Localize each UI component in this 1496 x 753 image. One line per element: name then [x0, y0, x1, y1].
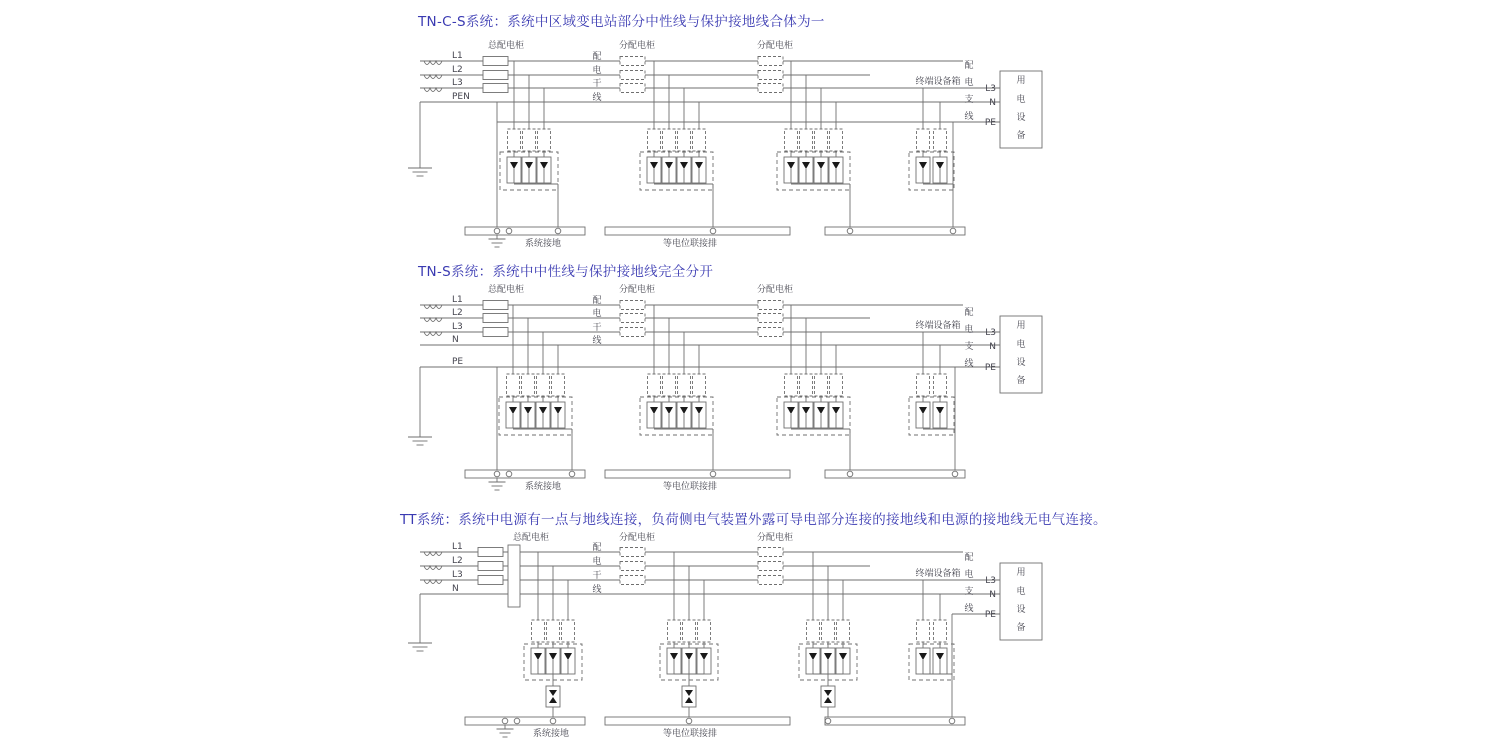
- trunk-line-label-char: 电: [592, 557, 602, 567]
- spd-icon: [546, 648, 560, 674]
- spd-icon: [521, 402, 535, 428]
- trunk-line-label-char: 电: [592, 309, 602, 319]
- equipment-box-label-char: 电: [1016, 340, 1026, 350]
- spd-icon: [821, 648, 835, 674]
- line-label-l3: L3: [452, 322, 463, 332]
- fuse-icon: [758, 57, 783, 66]
- spd-icon: [692, 402, 706, 428]
- bar-connection-point: [514, 718, 520, 724]
- bar-connection-point: [494, 228, 500, 234]
- system-ground-label: 系统接地: [525, 239, 562, 249]
- spd-icon: [933, 157, 947, 183]
- branch-line-label: [964, 60, 973, 122]
- equipotential-bar: [825, 717, 965, 725]
- equipotential-bar-label: 等电位联接排: [662, 482, 718, 492]
- main-cabinet-busbar: [508, 545, 520, 607]
- sub-cabinet-label: 分配电柜: [618, 285, 656, 295]
- fuse-icon: [917, 620, 930, 642]
- system-ground-label: 系统接地: [533, 729, 570, 739]
- spd-icon: [933, 402, 947, 428]
- fuse-icon: [562, 620, 575, 642]
- fuse-icon: [620, 314, 645, 323]
- trunk-line-label-char: 干: [592, 323, 602, 333]
- sub-cabinet-label: 分配电柜: [618, 533, 656, 543]
- fuse-icon: [552, 374, 565, 396]
- fuse-icon: [483, 328, 508, 337]
- bar-connection-point: [494, 471, 500, 477]
- equipment-box-label-char: 用: [1016, 76, 1026, 86]
- bar-connection-point: [686, 718, 692, 724]
- equipotential-bar: [605, 717, 790, 725]
- diagram-title-tn-c-s: TN-C-S系统：系统中区域变电站部分中性线与保护接地线合体为一: [418, 14, 825, 30]
- fuse-icon: [508, 129, 521, 151]
- spd-icon: [933, 648, 947, 674]
- transformer-winding-icon: [424, 332, 442, 336]
- bar-connection-point: [825, 718, 831, 724]
- ground-icon: [408, 168, 432, 176]
- equipotential-bar: [825, 227, 965, 235]
- fuse-icon: [668, 620, 681, 642]
- bar-connection-point: [506, 471, 512, 477]
- main-cabinet-label: 总配电柜: [487, 285, 525, 295]
- branch-line-label-l3: L3: [985, 328, 996, 338]
- equipment-box-label-char: 设: [1016, 113, 1026, 123]
- branch-line-label-char: 线: [964, 604, 974, 614]
- bar-connection-point: [569, 471, 575, 477]
- equipment-box-label-char: 用: [1016, 568, 1026, 578]
- spd-icon: [677, 402, 691, 428]
- spd-icon: [836, 648, 850, 674]
- terminal-box-label: 终端设备箱: [915, 321, 961, 331]
- spd-icon: [829, 402, 843, 428]
- trunk-line-label: [592, 295, 601, 346]
- spd-icon: [697, 648, 711, 674]
- fuse-icon: [693, 129, 706, 151]
- branch-line-label-char: 电: [964, 570, 974, 580]
- spd-icon: [561, 648, 575, 674]
- fuse-icon: [758, 84, 783, 93]
- line-label-pen: PEN: [452, 92, 470, 102]
- branch-line-label-l3: L3: [985, 576, 996, 586]
- trunk-line-label: [592, 542, 601, 595]
- spd-icon: [662, 402, 676, 428]
- equipotential-bar: [605, 227, 790, 235]
- system-ground-label: 系统接地: [525, 482, 562, 492]
- sub-cabinet-label: 分配电柜: [618, 41, 656, 51]
- diagram-tt: [408, 531, 1042, 739]
- spd-icon: [692, 157, 706, 183]
- spd-icon: [537, 157, 551, 183]
- fuse-icon: [837, 620, 850, 642]
- ground-icon: [489, 239, 506, 247]
- sub-cabinet-label: 分配电柜: [756, 41, 794, 51]
- bar-connection-point: [555, 228, 561, 234]
- trunk-line-label-char: 干: [592, 79, 602, 89]
- trunk-line-label-char: 电: [592, 66, 602, 76]
- transformer-winding-icon: [424, 566, 442, 570]
- trunk-line-label-char: 配: [592, 543, 602, 553]
- spd-icon: [647, 157, 661, 183]
- fuse-icon: [693, 374, 706, 396]
- spd-group-3: [799, 552, 857, 717]
- spd-group-4: [909, 332, 955, 435]
- fuse-icon: [758, 71, 783, 80]
- spd-icon: [814, 402, 828, 428]
- spd-icon: [677, 157, 691, 183]
- trunk-line-label-char: 线: [592, 93, 602, 103]
- equipotential-bar-label: 等电位联接排: [662, 729, 718, 739]
- spd-icon: [916, 648, 930, 674]
- spd-icon: [662, 157, 676, 183]
- ground-icon: [408, 643, 432, 651]
- spd-icon: [799, 157, 813, 183]
- transformer-winding-icon: [424, 318, 442, 322]
- fuse-icon: [620, 84, 645, 93]
- spd-icon: [916, 157, 930, 183]
- spd-icon: [806, 648, 820, 674]
- line-label-l1: L1: [452, 295, 463, 305]
- terminal-box-label: 终端设备箱: [915, 569, 961, 579]
- spd-group-3: [777, 305, 850, 470]
- branch-line-label-n: N: [989, 590, 996, 600]
- branch-line-label-pe: PE: [984, 610, 996, 620]
- fuse-icon: [648, 129, 661, 151]
- branch-line-label-char: 支: [964, 587, 974, 597]
- spark-gap-icon: [682, 686, 696, 707]
- fuse-icon: [830, 129, 843, 151]
- fuse-icon: [523, 129, 536, 151]
- fuse-icon: [663, 374, 676, 396]
- branch-line-label-char: 电: [964, 325, 974, 335]
- branch-line-label: [964, 307, 973, 369]
- spd-icon: [682, 648, 696, 674]
- trunk-line-label-char: 配: [592, 296, 602, 306]
- bar-connection-point: [506, 228, 512, 234]
- transformer-winding-icon: [424, 580, 442, 584]
- spd-icon: [522, 157, 536, 183]
- equipment-box-label-char: 备: [1016, 376, 1026, 386]
- line-label-n: N: [452, 335, 459, 345]
- sub-cabinet-label: 分配电柜: [756, 533, 794, 543]
- fuse-icon: [815, 374, 828, 396]
- branch-line-label-pe: PE: [984, 363, 996, 373]
- diagram-tn-s: [408, 283, 1042, 492]
- equipotential-bar: [465, 470, 585, 478]
- bar-connection-point: [710, 228, 716, 234]
- fuse-icon: [620, 301, 645, 310]
- equipotential-bar-label: 等电位联接排: [662, 239, 718, 249]
- fuse-icon: [620, 57, 645, 66]
- fuse-icon: [483, 71, 508, 80]
- transformer-winding-icon: [424, 88, 442, 92]
- transformer-winding-icon: [424, 61, 442, 65]
- branch-line-label-l3: L3: [985, 84, 996, 94]
- spd-group-4: [909, 580, 954, 680]
- ground-icon: [408, 437, 432, 445]
- fuse-icon: [483, 314, 508, 323]
- branch-line-label-char: 支: [964, 342, 974, 352]
- fuse-icon: [648, 374, 661, 396]
- spd-group-2: [640, 61, 713, 227]
- spd-group-3: [777, 61, 850, 227]
- spd-group-2: [640, 305, 713, 470]
- diagram-tn-c-s: [408, 39, 1042, 249]
- equipotential-bar: [605, 470, 790, 478]
- spd-icon: [506, 402, 520, 428]
- fuse-icon: [807, 620, 820, 642]
- line-label-pe: PE: [452, 357, 464, 367]
- spd-icon: [916, 402, 930, 428]
- spd-icon: [829, 157, 843, 183]
- branch-line-label: [964, 552, 973, 614]
- fuse-icon: [683, 620, 696, 642]
- fuse-icon: [758, 314, 783, 323]
- diagram-title-tn-s: TN-S系统：系统中中性线与保护接地线完全分开: [418, 264, 714, 280]
- spd-icon: [507, 157, 521, 183]
- equipment-box-label-char: 电: [1016, 95, 1026, 105]
- fuse-icon: [917, 129, 930, 151]
- bar-connection-point: [847, 471, 853, 477]
- spd-group-1: [499, 305, 572, 470]
- sub-cabinet-label: 分配电柜: [756, 285, 794, 295]
- branch-line-label-char: 线: [964, 112, 974, 122]
- fuse-icon: [620, 562, 645, 571]
- trunk-line-label-char: 配: [592, 52, 602, 62]
- branch-line-label-char: 支: [964, 95, 974, 105]
- spd-icon: [784, 157, 798, 183]
- spd-icon: [551, 402, 565, 428]
- fuse-icon: [934, 620, 947, 642]
- fuse-icon: [830, 374, 843, 396]
- fuse-icon: [483, 301, 508, 310]
- spark-gap-icon: [546, 686, 560, 707]
- fuse-icon: [815, 129, 828, 151]
- line-label-l1: L1: [452, 51, 463, 61]
- transformer-winding-icon: [424, 75, 442, 79]
- bar-connection-point: [950, 228, 956, 234]
- fuse-icon: [620, 328, 645, 337]
- fuse-icon: [800, 374, 813, 396]
- fuse-icon: [698, 620, 711, 642]
- line-label-l3: L3: [452, 78, 463, 88]
- equipment-box-label-char: 设: [1016, 358, 1026, 368]
- branch-line-label-char: 配: [964, 553, 974, 563]
- equipment-box-label-char: 备: [1016, 623, 1026, 633]
- fuse-icon: [822, 620, 835, 642]
- transformer-winding-icon: [424, 305, 442, 309]
- fuse-icon: [538, 129, 551, 151]
- equipment-box-label-char: 用: [1016, 321, 1026, 331]
- fuse-icon: [547, 620, 560, 642]
- bar-connection-point: [952, 471, 958, 477]
- fuse-icon: [758, 576, 783, 585]
- main-cabinet-label: 总配电柜: [487, 41, 525, 51]
- trunk-line-label-char: 干: [592, 571, 602, 581]
- fuse-icon: [663, 129, 676, 151]
- spd-group-1: [524, 552, 582, 717]
- ground-icon: [497, 729, 514, 737]
- fuse-icon: [678, 129, 691, 151]
- spd-group-2: [660, 552, 718, 717]
- line-label-l2: L2: [452, 308, 463, 318]
- line-label-l1: L1: [452, 542, 463, 552]
- line-label-l2: L2: [452, 65, 463, 75]
- spd-icon: [647, 402, 661, 428]
- fuse-icon: [800, 129, 813, 151]
- equipotential-bar: [465, 227, 585, 235]
- terminal-box-label: 终端设备箱: [915, 77, 961, 87]
- diagram-title-tt: TT系统：系统中电源有一点与地线连接，负荷侧电气装置外露可导电部分连接的接地线和电源的接地线无电气连接。: [400, 512, 1107, 528]
- branch-line-label-pe: PE: [984, 118, 996, 128]
- branch-line-label-char: 配: [964, 61, 974, 71]
- fuse-icon: [522, 374, 535, 396]
- spd-group-4: [909, 88, 954, 190]
- spd-group-1: [500, 61, 558, 227]
- equipment-box-label-char: 设: [1016, 605, 1026, 615]
- fuse-icon: [483, 84, 508, 93]
- branch-line-label-char: 线: [964, 359, 974, 369]
- main-cabinet-label: 总配电柜: [512, 533, 550, 543]
- fuse-icon: [620, 548, 645, 557]
- branch-line-label-n: N: [989, 342, 996, 352]
- bar-connection-point: [502, 718, 508, 724]
- fuse-icon: [478, 562, 503, 571]
- bar-connection-point: [550, 718, 556, 724]
- fuse-icon: [507, 374, 520, 396]
- spark-gap-icon: [821, 686, 835, 707]
- fuse-icon: [934, 374, 947, 396]
- spd-icon: [799, 402, 813, 428]
- fuse-icon: [758, 328, 783, 337]
- trunk-line-label-char: 线: [592, 336, 602, 346]
- spd-icon: [784, 402, 798, 428]
- bar-connection-point: [949, 718, 955, 724]
- fuse-icon: [478, 576, 503, 585]
- fuse-icon: [532, 620, 545, 642]
- branch-line-label-char: 配: [964, 308, 974, 318]
- fuse-icon: [483, 57, 508, 66]
- ground-icon: [489, 482, 506, 490]
- bar-connection-point: [847, 228, 853, 234]
- fuse-icon: [620, 71, 645, 80]
- trunk-line-label: [592, 51, 601, 103]
- equipotential-bar: [825, 470, 965, 478]
- line-label-l2: L2: [452, 556, 463, 566]
- spd-icon: [814, 157, 828, 183]
- fuse-icon: [758, 548, 783, 557]
- branch-line-label-char: 电: [964, 78, 974, 88]
- bar-connection-point: [710, 471, 716, 477]
- fuse-icon: [478, 548, 503, 557]
- transformer-winding-icon: [424, 552, 442, 556]
- fuse-icon: [785, 129, 798, 151]
- line-label-n: N: [452, 584, 459, 594]
- spd-icon: [536, 402, 550, 428]
- fuse-icon: [678, 374, 691, 396]
- equipotential-bar: [465, 717, 585, 725]
- fuse-icon: [537, 374, 550, 396]
- spd-icon: [531, 648, 545, 674]
- line-label-l3: L3: [452, 570, 463, 580]
- equipment-box-label-char: 电: [1016, 587, 1026, 597]
- fuse-icon: [758, 562, 783, 571]
- spd-icon: [667, 648, 681, 674]
- fuse-icon: [785, 374, 798, 396]
- equipment-box-label-char: 备: [1016, 131, 1026, 141]
- fuse-icon: [620, 576, 645, 585]
- fuse-icon: [758, 301, 783, 310]
- branch-line-label-n: N: [989, 98, 996, 108]
- fuse-icon: [917, 374, 930, 396]
- fuse-icon: [934, 129, 947, 151]
- trunk-line-label-char: 线: [592, 585, 602, 595]
